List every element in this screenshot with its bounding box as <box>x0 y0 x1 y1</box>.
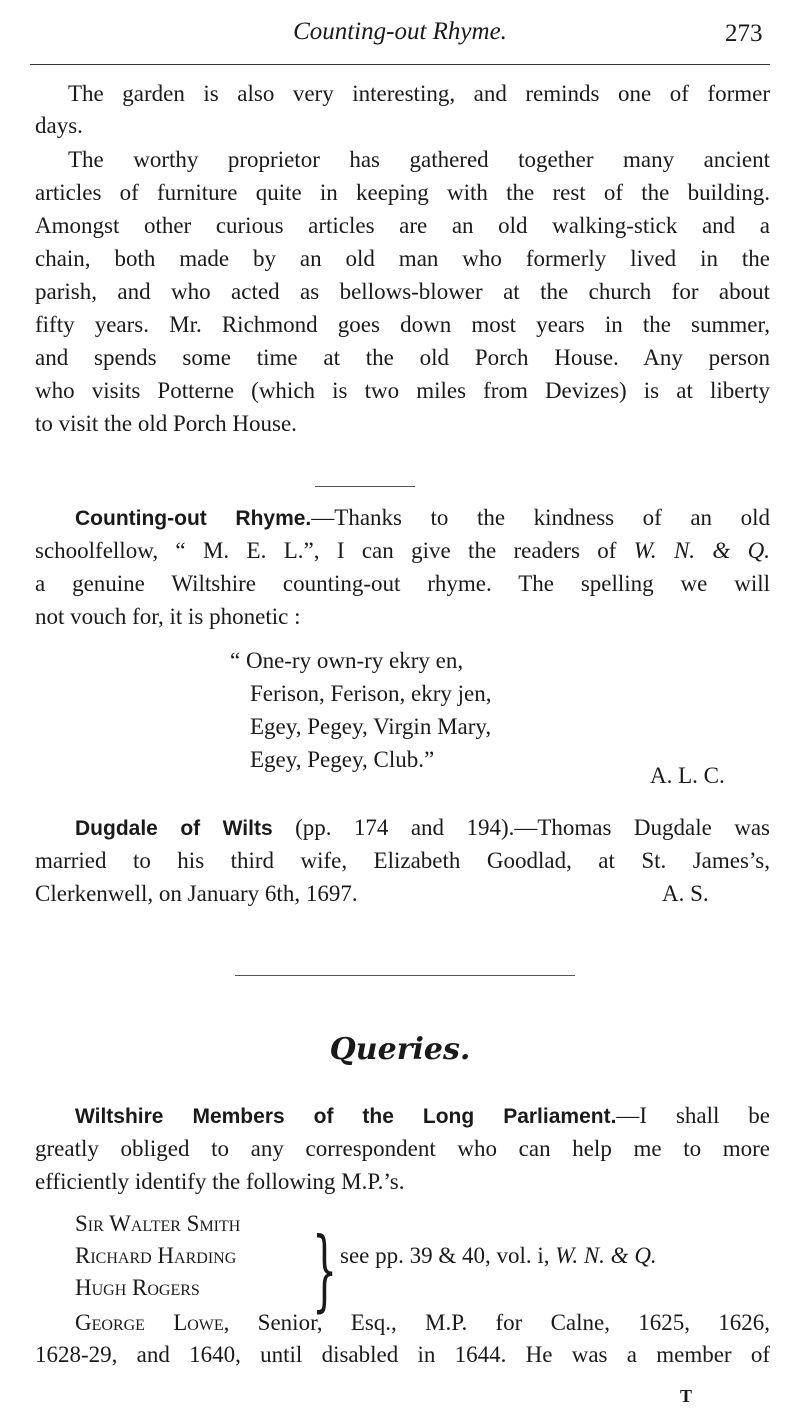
text-line <box>75 1241 236 1271</box>
text-segment: , Senior, Esq., M.P. for Calne, 1625, 1626, <box>223 1310 770 1335</box>
signature-mark: T <box>680 1386 693 1406</box>
text-line <box>35 1340 770 1370</box>
text-line <box>35 409 297 439</box>
text-line <box>650 761 725 791</box>
section-heading-queries: Queries. <box>329 1032 471 1067</box>
name-smallcaps: Sir Walter Smith <box>75 1211 241 1236</box>
text-segment: articles of furniture quite in keeping with the rest of the building. <box>35 180 770 205</box>
header-rule <box>30 64 770 65</box>
text-segment: The garden is also very interesting, and reminds one of former <box>68 81 770 106</box>
page-number: 273 <box>725 20 763 47</box>
text-line <box>75 1101 770 1131</box>
text-line <box>35 277 770 307</box>
text-line <box>75 1308 770 1338</box>
name-smallcaps: Hugh Rogers <box>75 1275 200 1300</box>
name-smallcaps: George Lowe <box>75 1310 224 1335</box>
text-segment: Clerkenwell, on January 6th, 1697. <box>35 881 358 906</box>
text-line <box>68 79 770 109</box>
text-line <box>35 376 770 406</box>
text-segment: greatly obliged to any correspondent who can help me to more <box>35 1136 770 1161</box>
text-segment: married to his third wife, Elizabeth Goodlad, at St. James’s, <box>35 848 770 873</box>
text-segment: Amongst other curious articles are an old walking-stick and a <box>35 213 770 238</box>
text-line <box>250 745 434 775</box>
text-line <box>75 1273 200 1303</box>
text-line <box>340 1241 657 1271</box>
text-segment: A. L. C. <box>650 763 725 788</box>
brace-symbol: } <box>312 1218 338 1321</box>
section-divider <box>315 486 415 487</box>
text-line <box>250 712 491 742</box>
text-segment: Egey, Pegey, Club.” <box>250 747 435 772</box>
text-segment: fifty years. Mr. Richmond goes down most years in the summer, <box>35 312 770 337</box>
text-segment: —Thanks to the kindness of an old <box>311 505 770 530</box>
text-line <box>35 846 770 876</box>
text-segment: 1628-29, and 1640, until disabled in 1644. He was a member of <box>35 1342 770 1367</box>
text-segment: schoolfellow, “ M. E. L.”, I can give the readers of <box>35 538 634 563</box>
text-line <box>35 602 300 632</box>
text-segment: “ One-ry own-ry ekry en, <box>230 648 464 673</box>
article-heading: Dugdale of Wilts <box>75 817 273 840</box>
text-line <box>35 1134 770 1164</box>
text-line <box>35 536 770 566</box>
text-line <box>35 211 770 241</box>
text-segment: A. S. <box>662 881 709 906</box>
name-smallcaps: Richard Harding <box>75 1243 237 1268</box>
text-line <box>35 569 770 599</box>
text-line <box>35 343 770 373</box>
text-segment: —I shall be <box>616 1103 770 1128</box>
text-segment: (pp. 174 and 194).—Thomas Dugdale was <box>272 815 770 840</box>
text-segment: Ferison, Ferison, ekry jen, <box>250 681 492 706</box>
text-line <box>75 503 770 533</box>
text-line <box>35 310 770 340</box>
section-divider <box>235 975 575 976</box>
text-segment: parish, and who acted as bellows-blower at the church for about <box>35 279 770 304</box>
text-line <box>35 879 358 909</box>
text-segment: and spends some time at the old Porch House. Any person <box>35 345 770 370</box>
text-line <box>662 879 709 909</box>
text-line <box>230 646 463 676</box>
text-line <box>35 1167 404 1197</box>
text-line <box>35 111 83 141</box>
text-segment: a genuine Wiltshire counting-out rhyme. The spelling we will <box>35 571 770 596</box>
running-header-title: Counting-out Rhyme. <box>293 18 507 45</box>
text-line <box>68 145 770 175</box>
article-heading: Counting-out Rhyme. <box>75 507 312 530</box>
text-segment: days. <box>35 113 83 138</box>
text-line <box>35 178 770 208</box>
text-segment: who visits Potterne (which is two miles from Devizes) is at liberty <box>35 378 770 403</box>
text-segment: not vouch for, it is phonetic : <box>35 604 301 629</box>
text-segment: see pp. 39 & 40, vol. i, <box>340 1243 556 1268</box>
text-segment: efficiently identify the following M.P.’s. <box>35 1169 405 1194</box>
italic-text: W. N. & Q. <box>633 538 771 563</box>
text-line <box>75 1209 240 1239</box>
text-line <box>250 679 491 709</box>
text-segment: chain, both made by an old man who formerly lived in the <box>35 246 770 271</box>
italic-text: W. N. & Q. <box>555 1243 657 1268</box>
text-segment: The worthy proprietor has gathered together many ancient <box>68 147 770 172</box>
text-segment: Egey, Pegey, Virgin Mary, <box>250 714 492 739</box>
text-line <box>35 244 770 274</box>
article-heading: Wiltshire Members of the Long Parliament. <box>75 1105 617 1128</box>
text-segment: to visit the old Porch House. <box>35 411 297 436</box>
text-line <box>75 813 770 843</box>
